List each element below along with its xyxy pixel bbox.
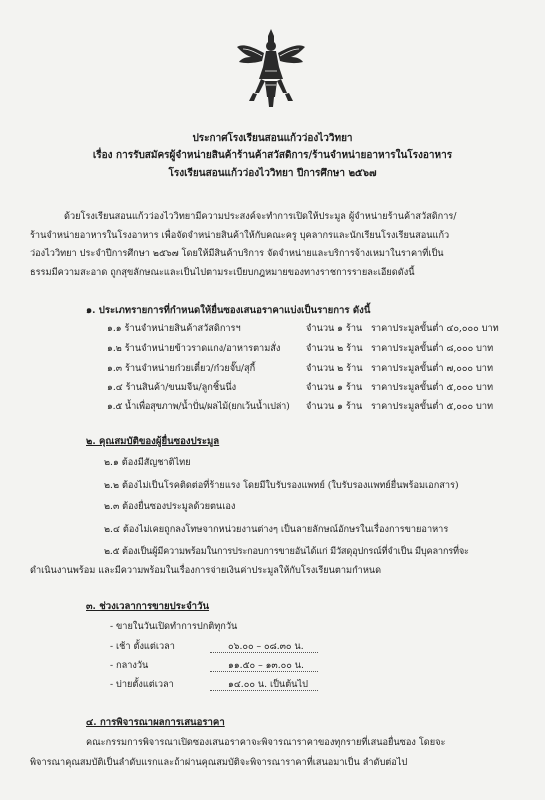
qualification-item: ๒.๑ ต้องมีสัญชาติไทย (104, 457, 191, 468)
qualification-item-continued: ดำเนินงานพร้อม และมีความพร้อมในเรื่องการจ่ายเงินค่าประมูลให้กับโรงเรียนตามกำหนด (30, 565, 382, 576)
intro-line: ว่องไววิทยา ประจำปีการศึกษา ๒๕๖๗ โดยให้มีสินค้าบริการ จัดจำหน่ายและบริการจ้างเหมาในราคาที่เป็น (30, 248, 444, 259)
selling-days-note: - ขายในวันเปิดทำการปกติทุกวัน (110, 621, 238, 632)
item-1-4-count: จำนวน ๑ ร้าน (306, 382, 363, 393)
slot-time: ๑๔.๐๐ น. เป็นต้นไป (228, 679, 308, 690)
section-3-title: ๓. ช่วงเวลาการขายประจำวัน (86, 601, 210, 612)
item-1-2-price: ราคาประมูลขั้นต่ำ ๘,๐๐๐ บาท (371, 343, 494, 354)
slot-label: - กลางวัน (110, 660, 149, 671)
item-1-1-name: ๑.๑ ร้านจำหน่ายสินค้าสวัสดิการฯ (107, 323, 241, 334)
qualification-item: ๒.๓ ต้องยื่นซองประมูลด้วยตนเอง (104, 501, 236, 512)
slot-time: ๑๑.๕๐ – ๑๓.๐๐ น. (228, 660, 304, 671)
item-1-4-name: ๑.๔ ร้านสินค้า/ขนมจีน/ลูกชิ้นนึ่ง (107, 382, 237, 393)
item-1-1-count: จำนวน ๑ ร้าน (306, 323, 363, 334)
item-1-5-price: ราคาประมูลขั้นต่ำ ๕,๐๐๐ บาท (371, 401, 494, 412)
evaluation-line: พิจารณาคุณสมบัติเป็นลำดับแรกและถ้าผ่านคุณสมบัติจะพิจารณาราคาที่เสนอมาเป็น ลำดับต่อไป (30, 757, 408, 768)
item-1-2-name: ๑.๒ ร้านจำหน่ายข้าวราดแกง/อาหารตามสั่ง (107, 343, 281, 354)
slot-label: - บ่ายตั้งแต่เวลา (110, 679, 174, 690)
announcement-school-year: โรงเรียนสอนแก้วว่องไววิทยา ปีการศึกษา ๒๕๖๗ (168, 168, 377, 179)
item-1-5-count: จำนวน ๑ ร้าน (306, 401, 363, 412)
item-1-3-name: ๑.๓ ร้านจำหน่ายก๋วยเตี๋ยว/ก๋วยจั๊บ/สุกี้ (107, 363, 256, 374)
item-1-1-price: ราคาประมูลขั้นต่ำ ๔๐,๐๐๐ บาท (371, 323, 499, 334)
item-1-2-count: จำนวน ๒ ร้าน (306, 343, 363, 354)
intro-line: ด้วยโรงเรียนสอนแก้วว่องไววิทยามีความประสงค์จะทำการเปิดให้ประมูล ผู้จำหน่ายร้านค้าสวัสดิการ/ (64, 211, 457, 222)
garuda-emblem-icon (235, 27, 307, 109)
section-1-title: ๑. ประเภทรายการที่กำหนดให้ยื่นซองเสนอราคาแบ่งเป็นรายการ ดังนี้ (86, 305, 371, 316)
item-1-3-count: จำนวน ๒ ร้าน (306, 363, 363, 374)
qualification-item: ๒.๕ ต้องเป็นผู้มีความพร้อมในการประกอบการขายอันได้แก่ มีวัสดุอุปกรณ์ที่จำเป็น มีบุคลากรที่จะ (104, 546, 469, 557)
item-1-3-price: ราคาประมูลขั้นต่ำ ๗,๐๐๐ บาท (371, 363, 494, 374)
section-4-title: ๔. การพิจารณาผลการเสนอราคา (86, 717, 225, 728)
item-1-5-name: ๑.๕ น้ำเพื่อสุขภาพ/น้ำปั่น/ผลไม้(ยกเว้นน้ำเปล่า) (107, 401, 290, 412)
intro-line: ธรรมมีความสะอาด ถูกสุขลักษณะและเป็นไปตามระเบียบกฎหมายของทางราชการรายละเอียดดังนี้ (30, 267, 415, 278)
qualification-item: ๒.๒ ต้องไม่เป็นโรคติดต่อที่ร้ายแรง โดยมีใบรับรองแพทย์ (ใบรับรองแพทย์ยื่นพร้อมเอกสาร) (104, 480, 459, 491)
dotted-leader (210, 652, 318, 653)
announcement-title: ประกาศโรงเรียนสอนแก้วว่องไววิทยา (192, 133, 353, 144)
slot-label: - เช้า ตั้งแต่เวลา (110, 641, 175, 652)
intro-line: ร้านจำหน่ายอาหารในโรงอาหาร เพื่อจัดจำหน่ายสินค้าให้กับคณะครู บุคลากรและนักเรียนโรงเรียนสอนแก้ว (30, 230, 450, 241)
item-1-4-price: ราคาประมูลขั้นต่ำ ๕,๐๐๐ บาท (371, 382, 494, 393)
section-2-title: ๒. คุณสมบัติของผู้ยื่นซองประมูล (86, 436, 220, 447)
evaluation-line: คณะกรรมการพิจารณาเปิดซองเสนอราคาจะพิจารณาราคาของทุกรายที่เสนอยื่นซอง โดยจะ (86, 737, 446, 748)
dotted-leader (210, 671, 318, 672)
announcement-subject: เรื่อง การรับสมัครผู้จำหน่ายสินค้าร้านค้าสวัสดิการ/ร้านจำหน่ายอาหารในโรงอาหาร (92, 150, 453, 161)
qualification-item: ๒.๔ ต้องไม่เคยถูกลงโทษจากหน่วยงานต่างๆ เป็นลายลักษณ์อักษรในเรื่องการขายอาหาร (104, 524, 449, 535)
slot-time: ๐๖.๐๐ – ๐๘.๓๐ น. (228, 641, 304, 652)
dotted-leader (210, 690, 318, 691)
